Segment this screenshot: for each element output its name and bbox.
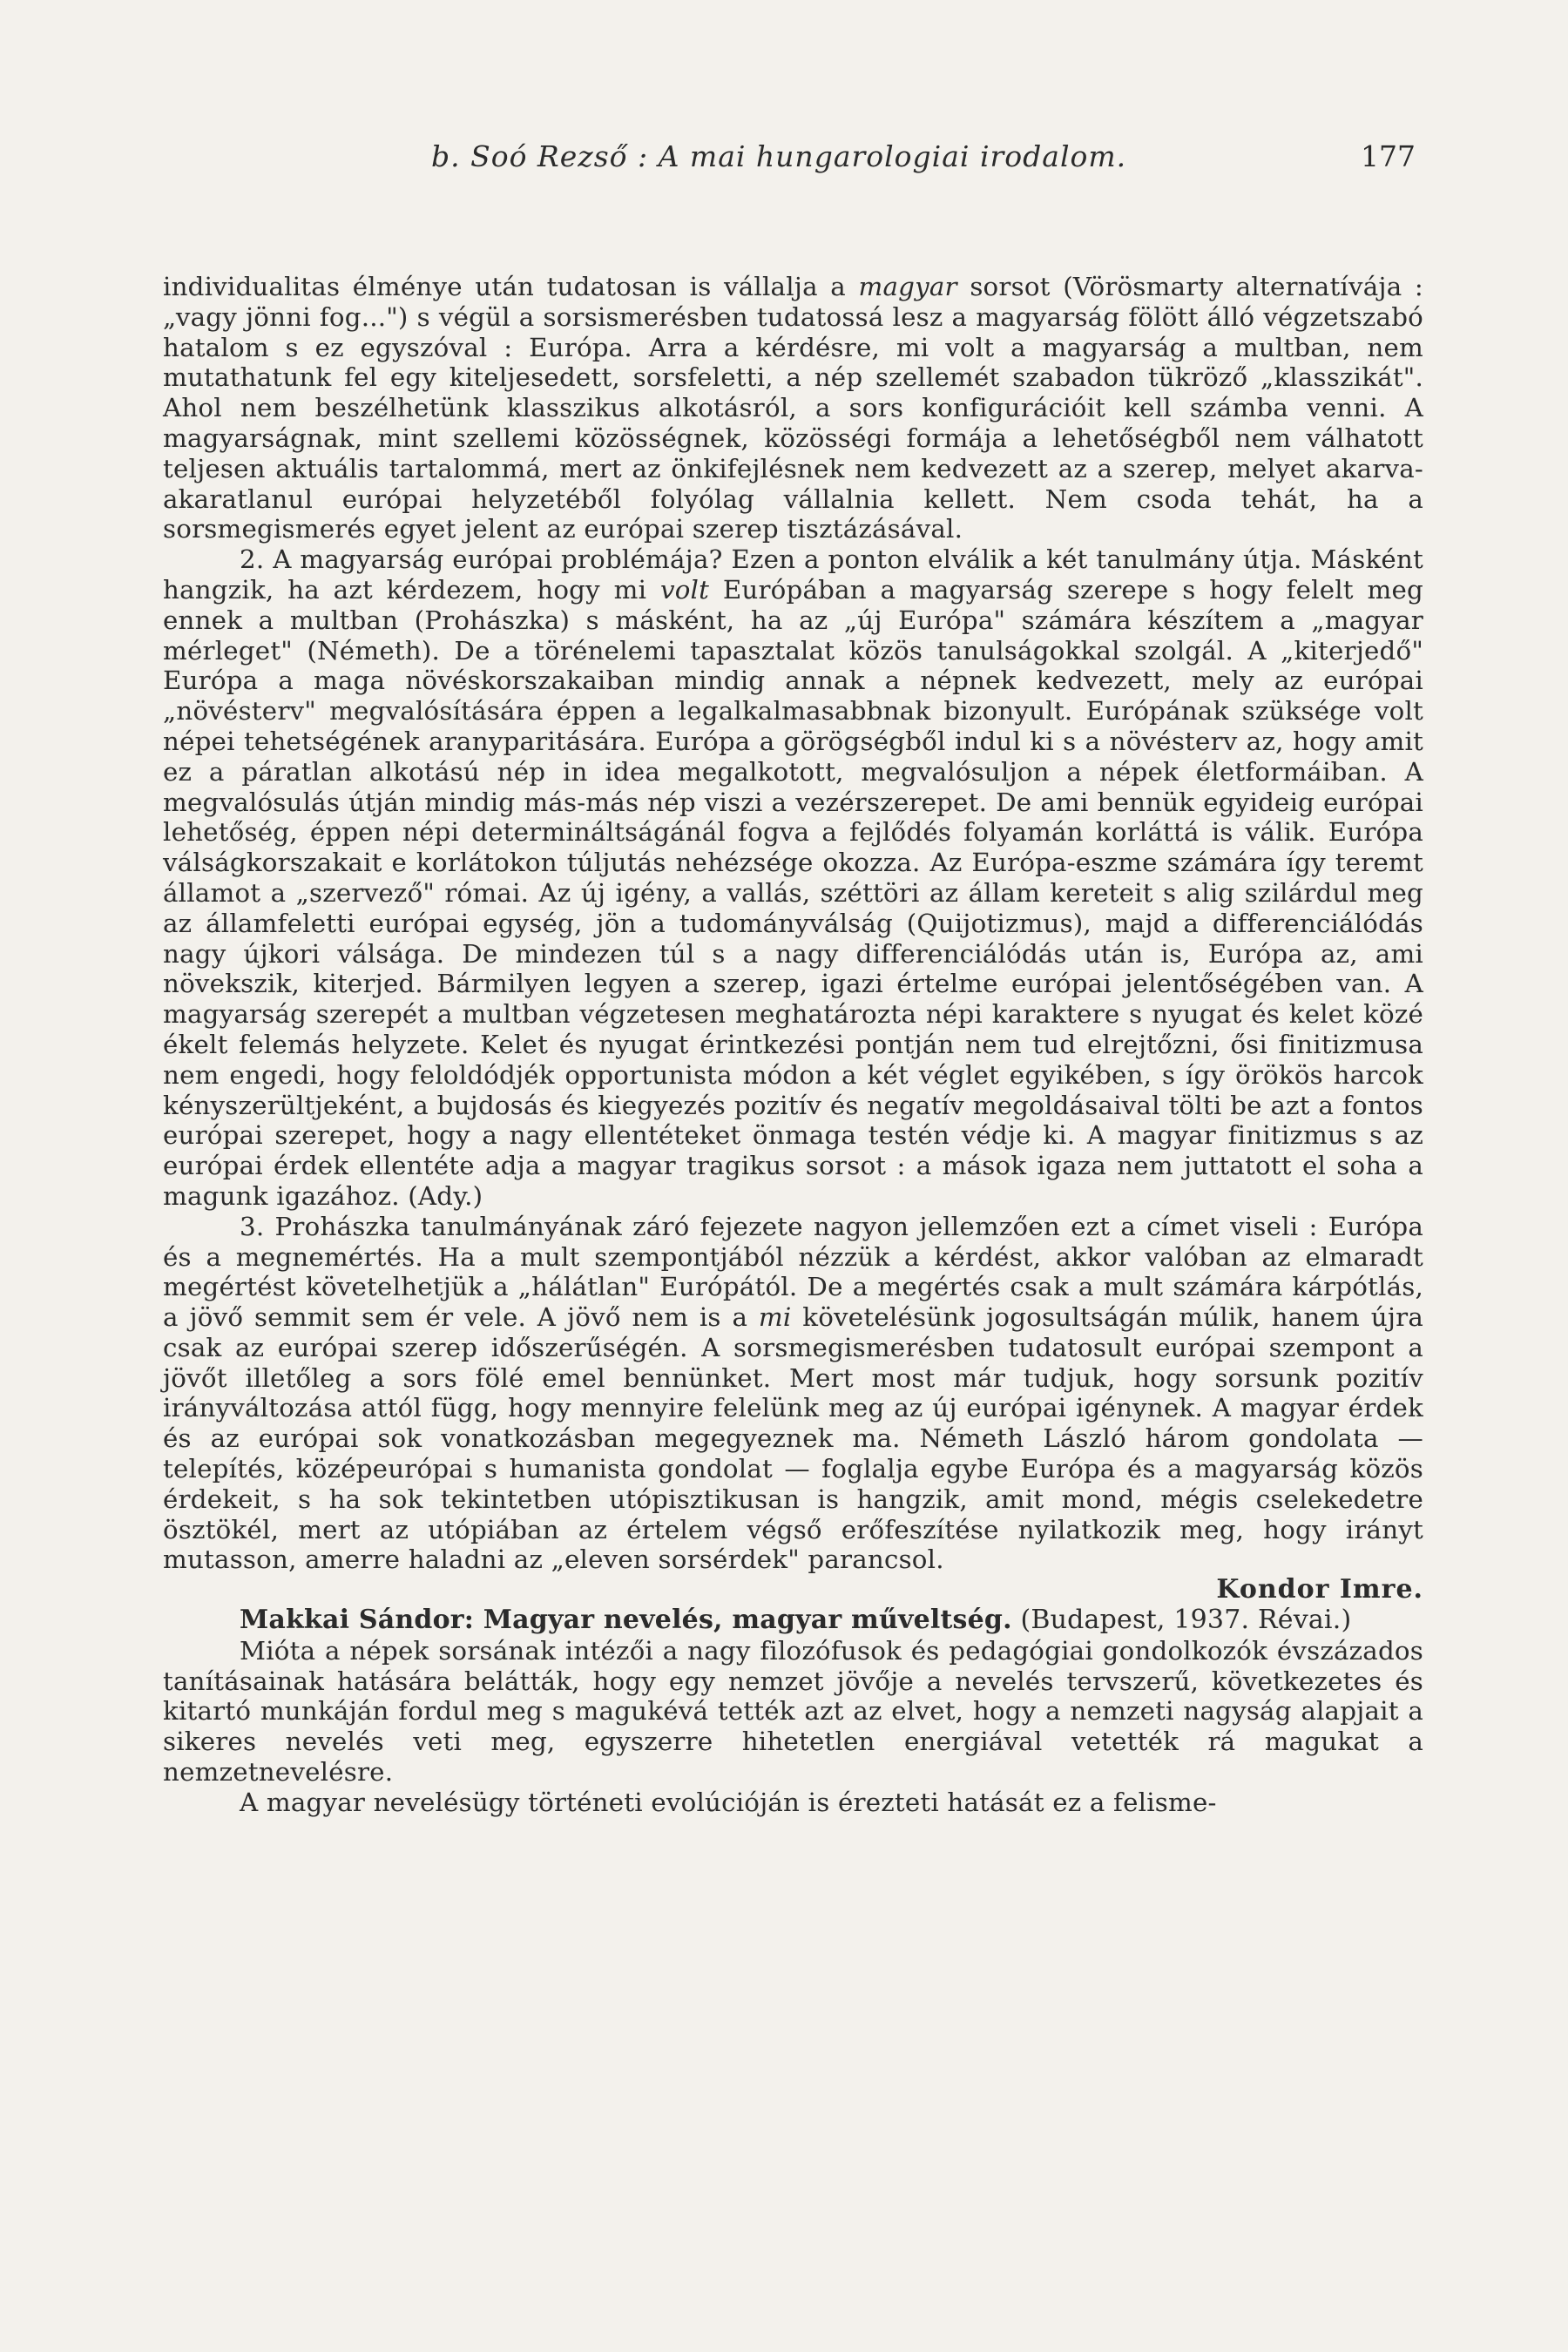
page-header — [431, 139, 1416, 192]
running-head: b. Soó Rezső : A mai hungarologiai irodalom. — [431, 139, 1127, 173]
review1-paragraph-3: 3. Prohászka tanulmányának záró fejezete nagyon jellemzően ezt a címet viseli : Európa és a megnemértés. Ha a mult szempontjából nézzük a kérdést, akkor valóban az elmaradt megértést követelhetjük a „hálátlan" Európától. De a megértés csak a mult számára kárpótlás, a jövő semmit sem ér vele. A jövő nem is a mi követelésünk jogosultságán múlik, hanem újra csak az európai szerep időszerűségén. A sorsmegismerésben tudatosult európai szempont a jövőt illetőleg a sors fölé emel bennünket. Mert most már tudjuk, hogy sorsunk pozitív irányváltozása attól függ, hogy mennyire felelünk meg az új európai igénynek. A magyar érdek és az európai sok vonatkozásban megegyeznek ma. Németh László három gondolata — telepítés, középeurópai s humanista gondolat — foglalja egybe Európa és a magyarság közös érdekeit, s ha sok tekintetben utópisztikusan is hangzik, amit mond, mégis cselekedetre ösztökél, mert az utópiában az értelem végső erőfeszítése nyilatkozik meg, hogy irányt mutasson, amerre haladni az „eleven sorsérdek" parancsol. — [163, 1211, 1424, 1575]
book-publication-info: (Budapest, 1937. Révai.) — [1011, 1605, 1352, 1636]
emphasis-mi: mi — [758, 1302, 792, 1333]
emphasis-magyar: magyar — [858, 272, 957, 301]
page-number: 177 — [1361, 139, 1416, 173]
review-author-signature: Kondor Imre. — [1216, 1574, 1423, 1605]
body-text — [163, 272, 1423, 1818]
review-heading — [163, 1605, 1423, 1636]
review1-paragraph-2: 2. A magyarság európai problémája? Ezen a ponton elválik a két tanulmány útja. Másként hangzik, ha azt kérdezem, hogy mi volt Európában a magyarság szerepe s hogy felelt meg ennek a multban (Prohászka) s másként, ha az „új Európa" számára készítem a „magyar mérleget" (Németh). De a törénelemi tapasztalat közös tanulságokkal szolgál. A „kiterjedő" Európa a maga növéskorszakaiban mindig annak a népnek kedvezett, mely az európai „növésterv" megvalósítására éppen a legalkalmasabbnak bizonyult. Európának szüksége volt népei tehetségének aranyparitására. Európa a görögségből indul ki s a növésterv az, hogy amit ez a páratlan alkotású nép in idea megalkotott, megvalósuljon a népek életformáiban. A megvalósulás útján mindig más-más nép viszi a vezérszerepet. De ami bennük egyideig európai lehetőség, éppen népi determináltságánál fogva a fejlődés folyamán korláttá is válik. Európa válságkorszakait e korlátokon túljutás nehézsége okozza. Az Európa-eszme számára így teremt államot a „szervező" római. Az új igény, a vallás, széttöri az állam kereteit s alig szilárdul meg az államfeletti európai egység, jön a tudományválság (Quijotizmus), majd a differenciálódás nagy újkori válsága. De mindezen túl s a nagy differenciálódás után is, Európa az, ami növekszik, kiterjed. Bármilyen legyen a szerep, igazi értelme európai jelentőségében van. A magyarság szerepét a multban végzetesen meghatározta népi karaktere s nyugat és kelet közé ékelt felemás helyzete. Kelet és nyugat érintkezési pontján nem tud elrejtőzni, ősi finitizmusa nem engedi, hogy feloldódjék opportunista módon a két véglet egyikében, s így örökös harcok kényszerültjeként, a bujdosás és kiegyezés pozitív és negatív megoldásaival tölti be azt a fontos európai szerepet, hogy a nagy ellentéteket önmaga testén védje ki. A magyar finitizmus s az európai érdek ellentéte adja a magyar tragikus sorsot : a mások igaza nem juttatott el soha a magunk igazához. (Ady.) — [163, 544, 1423, 1211]
book-title: Makkai Sándor: Magyar nevelés, magyar műveltség. — [240, 1605, 1012, 1636]
review2-paragraph-2: A magyar nevelésügy történeti evolúcióján is érezteti hatását ez a felisme- — [240, 1787, 1217, 1817]
review2-paragraph-1: Mióta a népek sorsának intézői a nagy filozófusok és pedagógiai gondolkozók évszázados tanításainak hatására belátták, hogy egy nemzet jövője a nevelés tervszerű, következetes és kitartó munkáján fordul meg s magukévá tették azt az elvet, hogy a nemzeti nagyság alapjait a sikeres nevelés veti meg, egyszerre hihetetlen energiával vetették rá magukat a nemzetnevelésre. — [163, 1635, 1423, 1788]
emphasis-volt: volt — [659, 574, 710, 605]
review1-paragraph-1: individualitas élménye után tudatosan is vállalja a magyar sorsot (Vörösmarty alternatívája : „vagy jönni fog...") s végül a sorsismerésben tudatossá lesz a magyarság fölött álló végzetszabó hatalom s ez egyszóval : Európa. Arra a kérdésre, mi volt a magyarság a multban, nem mutathatunk fel egy kiteljesedett, sorsfeletti, a nép szellemét szabadon tükröző „klasszikát". Ahol nem beszélhetünk klasszikus alkotásról, a sors konfigurációit kell számba venni. A magyarságnak, mint szellemi közösségnek, közösségi formája a lehetőségből nem válhatott teljesen aktuális tartalommá, mert az önkifejlésnek nem kedvezett az a szerep, melyet akarva-akaratlanul európai helyzetéből folyólag vállalnia kellett. Nem csoda tehát, ha a sorsmegismerés egyet jelent az európai szerep tisztázásával. — [163, 272, 1423, 544]
